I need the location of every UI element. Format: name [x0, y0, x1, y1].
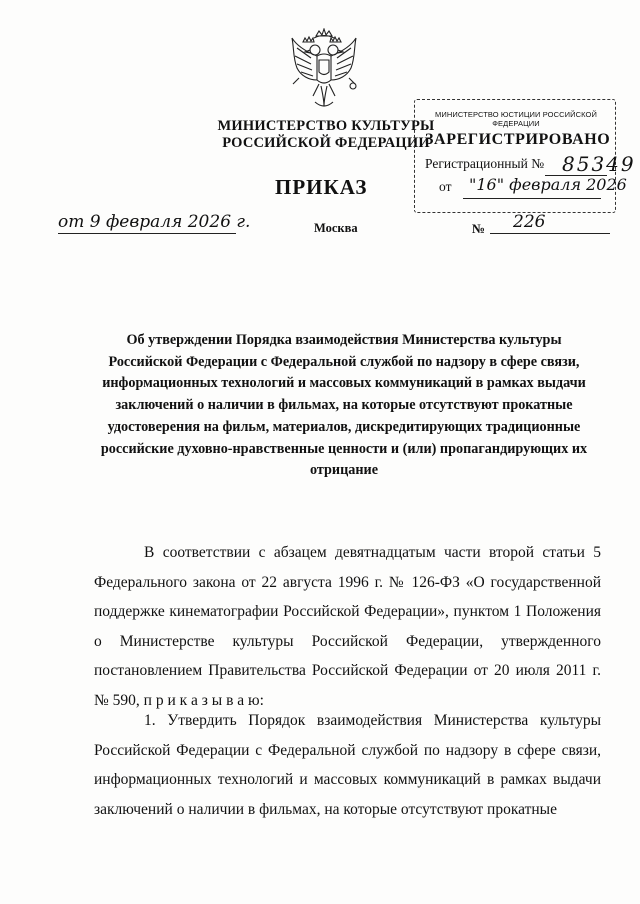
stamp-date-underline — [463, 198, 601, 199]
coat-of-arms-emblem-icon — [289, 28, 359, 114]
order-number: 226 — [513, 212, 546, 232]
paragraph-2-text: 1. Утвердить Порядок взаимодействия Министерства культуры Российской Федерации с Федеральной службой по надзору в сфере связи, информационных технологий и массовых коммуникаций в рамках выдачи заключений о наличии в фильмах, на которые отсутствуют прокатные — [94, 712, 601, 818]
paragraph-1-text: В соответствии с абзацем девятнадцатым части второй статьи 5 Федерального закона от 22 августа 1996 г. № 126-ФЗ «О государственной поддержке кинематографии Российской Федерации», пунктом 1 Положения о Министерстве культуры Российской Федерации, утвержденного постановлением Правительства Российской Федерации от 20 июля 2011 г. № 590, п р и к а з ы в а ю: — [94, 544, 601, 709]
stamp-registration — [425, 152, 636, 176]
order-number-underline — [490, 233, 610, 234]
registration-stamp — [414, 99, 636, 213]
stamp-status: ЗАРЕГИСТРИРОВАНО — [425, 131, 611, 148]
order-number-label: № — [472, 221, 486, 236]
ministry-line-2: РОССИЙСКОЙ ФЕДЕРАЦИИ — [222, 135, 430, 151]
order-city: Москва — [314, 221, 358, 235]
stamp-date — [439, 175, 627, 195]
body-paragraph-2 — [94, 706, 601, 824]
stamp-date-label: от — [439, 179, 452, 194]
stamp-reg-label: Регистрационный № — [425, 156, 545, 171]
document-type-title: ПРИКАЗ — [275, 175, 368, 199]
order-subject-title: Об утверждении Порядка взаимодействия Министерства культуры Российской Федерации с Федеральной службой по надзору в сфере связи, информационных технологий и массовых коммуникаций в рамках выдачи заключений о наличии в фильмах, на которые отсутствуют прокатные удостоверения на фильм, материалов, дискредитирующих традиционные российские духовно-нравственные ценности и (или) пропагандирующих их отрицание — [100, 332, 588, 479]
stamp-date-value: "16" февраля 2026 — [469, 175, 627, 194]
body-paragraph-1 — [94, 538, 601, 715]
stamp-organization: МИНИСТЕРСТВО ЮСТИЦИИ РОССИЙСКОЙ ФЕДЕРАЦИИ — [435, 110, 597, 128]
stamp-reg-number: 85349 — [562, 152, 636, 176]
order-date-underline — [58, 233, 236, 234]
ministry-line-1: МИНИСТЕРСТВО КУЛЬТУРЫ — [217, 118, 435, 134]
order-date: от 9 февраля 2026 г. — [58, 212, 251, 232]
